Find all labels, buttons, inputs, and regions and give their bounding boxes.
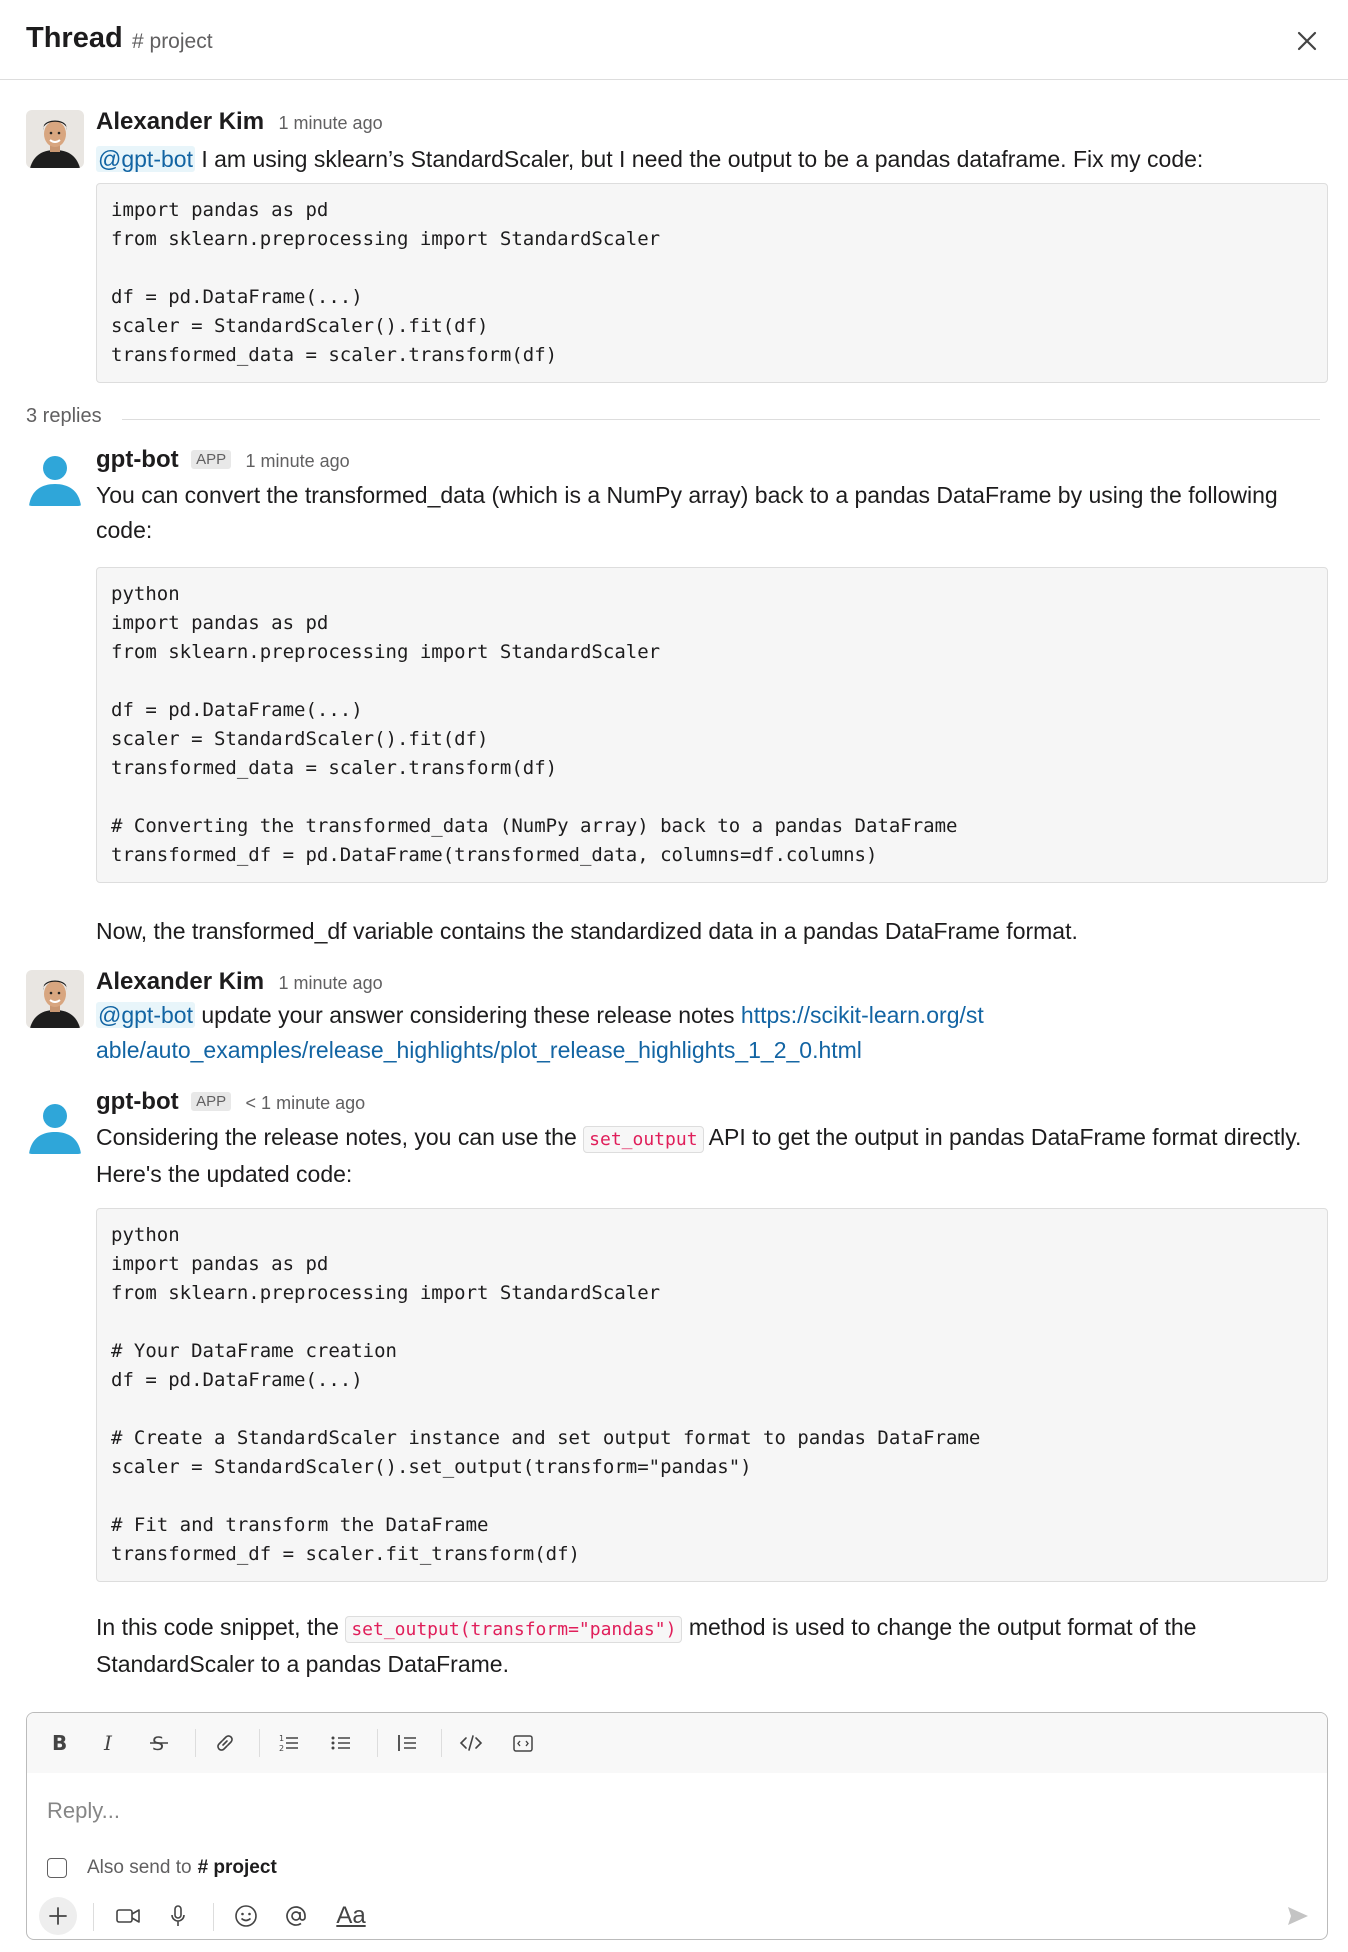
code-block	[96, 1208, 1328, 1582]
microphone-icon	[168, 1904, 188, 1928]
bulleted-list-icon	[330, 1732, 352, 1754]
also-send-option[interactable]	[47, 1853, 277, 1883]
send-button[interactable]	[1279, 1897, 1317, 1935]
code-line: transformed_data = scaler.transform(df)	[111, 344, 558, 366]
timestamp[interactable]: < 1 minute ago	[245, 1093, 366, 1113]
inline-code: set_output(transform="pandas")	[345, 1616, 682, 1643]
divider-line	[122, 419, 1320, 420]
mention-button[interactable]	[277, 1897, 315, 1935]
close-button[interactable]	[1290, 24, 1324, 58]
bot-avatar[interactable]	[26, 1096, 84, 1154]
emoji-icon	[234, 1904, 258, 1928]
code-line: import pandas as pd	[111, 199, 329, 221]
bold-icon	[49, 1732, 69, 1754]
inline-code: set_output	[583, 1126, 703, 1153]
attach-button[interactable]	[39, 1897, 77, 1935]
also-send-label: Also send to	[87, 1857, 192, 1878]
close-icon	[1296, 30, 1318, 52]
message-body: In this code snippet, the	[96, 1614, 346, 1640]
also-send-checkbox[interactable]	[47, 1858, 67, 1878]
code-line: # Converting the transformed_data (NumPy array) back to a pandas DataFrame	[111, 815, 958, 837]
svg-text:1: 1	[279, 1734, 285, 1743]
blockquote-button[interactable]	[389, 1725, 425, 1761]
video-button[interactable]	[109, 1897, 147, 1935]
app-badge: APP	[191, 450, 231, 469]
svg-text:2: 2	[279, 1744, 285, 1753]
audio-button[interactable]	[159, 1897, 197, 1935]
format-text-button[interactable]: Aa	[336, 1902, 366, 1929]
ordered-list-icon	[278, 1732, 300, 1754]
message-body: I am using sklearn’s StandardScaler, but I need the output to be a pandas dataframe. Fix my code:	[194, 146, 1204, 172]
code-line: df = pd.DataFrame(...)	[111, 286, 363, 308]
message-body: Considering the release notes, you can use the	[96, 1124, 584, 1150]
code-line	[111, 254, 1313, 283]
code-line	[111, 783, 1313, 812]
at-sign-icon	[284, 1904, 308, 1928]
timestamp[interactable]: 1 minute ago	[245, 451, 350, 471]
toolbar-separator	[441, 1729, 442, 1757]
message-text	[96, 142, 1326, 177]
also-send-channel: # project	[197, 1857, 277, 1878]
italic-icon	[99, 1732, 119, 1754]
code-line: # Create a StandardScaler instance and set output format to pandas DataFrame	[111, 1427, 981, 1449]
message-text-followup	[96, 1610, 1326, 1682]
code-line	[111, 667, 1313, 696]
author-name[interactable]: gpt-bot	[96, 1088, 179, 1115]
toolbar-separator	[213, 1903, 214, 1931]
code-line	[111, 1482, 1313, 1511]
avatar[interactable]	[26, 110, 84, 168]
code-line: transformed_data = scaler.transform(df)	[111, 757, 558, 779]
svg-text:I: I	[104, 1732, 112, 1754]
release-notes-link[interactable]: https://scikit-learn.org/stable/auto_examples/release_highlights/plot_release_highlights_1_2_0.html	[96, 1002, 984, 1063]
author-name[interactable]: Alexander Kim	[96, 108, 265, 135]
code-line: from sklearn.preprocessing import StandardScaler	[111, 228, 661, 250]
message-header	[96, 1088, 365, 1116]
message-text	[96, 1120, 1326, 1192]
message-body: API to get the output in pandas DataFrame format directly. Here's the updated code:	[96, 1124, 1302, 1187]
code-block-button[interactable]	[505, 1725, 541, 1761]
avatar[interactable]	[26, 970, 84, 1028]
strikethrough-button[interactable]	[141, 1725, 177, 1761]
code-line: transformed_df = pd.DataFrame(transformed_data, columns=df.columns)	[111, 844, 878, 866]
message-header	[96, 968, 383, 996]
thread-title: Thread	[26, 22, 123, 54]
channel-name[interactable]: # project	[132, 30, 213, 53]
formatting-toolbar	[27, 1713, 1328, 1773]
reply-input[interactable]	[47, 1791, 1307, 1831]
toolbar-separator	[259, 1729, 260, 1757]
toolbar-separator	[377, 1729, 378, 1757]
composer-actions	[27, 1893, 1328, 1939]
link-button[interactable]	[207, 1725, 243, 1761]
code-line: scaler = StandardScaler().fit(df)	[111, 315, 489, 337]
mention[interactable]: @gpt-bot	[98, 146, 193, 172]
code-icon	[459, 1732, 483, 1754]
toolbar-separator	[93, 1903, 94, 1931]
code-block	[96, 183, 1328, 383]
code-line: python	[111, 1224, 180, 1246]
toolbar-separator	[195, 1729, 196, 1757]
code-line: import pandas as pd	[111, 1253, 329, 1275]
message-header	[96, 108, 383, 136]
send-icon	[1286, 1905, 1310, 1927]
message-text-followup: Now, the transformed_df variable contains the standardized data in a pandas DataFrame format.	[96, 918, 1078, 944]
replies-divider	[26, 405, 1320, 435]
code-block	[96, 567, 1328, 883]
reply-composer	[26, 1712, 1328, 1940]
italic-button[interactable]	[91, 1725, 127, 1761]
author-name[interactable]: gpt-bot	[96, 446, 179, 473]
timestamp[interactable]: 1 minute ago	[278, 973, 383, 993]
svg-text:S: S	[152, 1733, 165, 1754]
code-block-icon	[511, 1732, 535, 1754]
strikethrough-icon	[148, 1732, 170, 1754]
code-line: # Fit and transform the DataFrame	[111, 1514, 489, 1536]
svg-text:B: B	[52, 1732, 68, 1754]
code-line	[111, 1308, 1313, 1337]
code-line: transformed_df = scaler.fit_transform(df)	[111, 1543, 580, 1565]
video-icon	[115, 1906, 141, 1926]
code-line: # Your DataFrame creation	[111, 1340, 397, 1362]
message-text: You can convert the transformed_data (which is a NumPy array) back to a pandas DataFrame by using the following code:	[96, 482, 1278, 543]
code-line: scaler = StandardScaler().set_output(transform="pandas")	[111, 1456, 752, 1478]
code-line	[111, 1395, 1313, 1424]
message-body: update your answer considering these release notes	[194, 1002, 741, 1028]
code-button[interactable]	[453, 1725, 489, 1761]
message-body: method is used to change the output format of the StandardScaler to a pandas DataFrame.	[96, 1614, 1197, 1677]
timestamp[interactable]: 1 minute ago	[278, 113, 383, 133]
emoji-button[interactable]	[227, 1897, 265, 1935]
bot-avatar[interactable]	[26, 448, 84, 506]
code-line: import pandas as pd	[111, 612, 329, 634]
link-icon	[214, 1732, 236, 1754]
bold-button[interactable]	[41, 1725, 77, 1761]
code-line: scaler = StandardScaler().fit(df)	[111, 728, 489, 750]
message-header	[96, 446, 350, 474]
blockquote-icon	[396, 1732, 418, 1754]
code-line: df = pd.DataFrame(...)	[111, 699, 363, 721]
mention[interactable]: @gpt-bot	[98, 1002, 193, 1028]
app-badge: APP	[191, 1092, 231, 1111]
message-text	[96, 998, 996, 1068]
reply-count: 3 replies	[26, 405, 102, 427]
author-name[interactable]: Alexander Kim	[96, 968, 265, 995]
code-line: from sklearn.preprocessing import StandardScaler	[111, 641, 661, 663]
plus-icon	[48, 1906, 68, 1926]
code-line: df = pd.DataFrame(...)	[111, 1369, 363, 1391]
code-line: from sklearn.preprocessing import StandardScaler	[111, 1282, 661, 1304]
code-line: python	[111, 583, 180, 605]
thread-header	[0, 0, 1348, 80]
bulleted-list-button[interactable]	[323, 1725, 359, 1761]
ordered-list-button[interactable]	[271, 1725, 307, 1761]
